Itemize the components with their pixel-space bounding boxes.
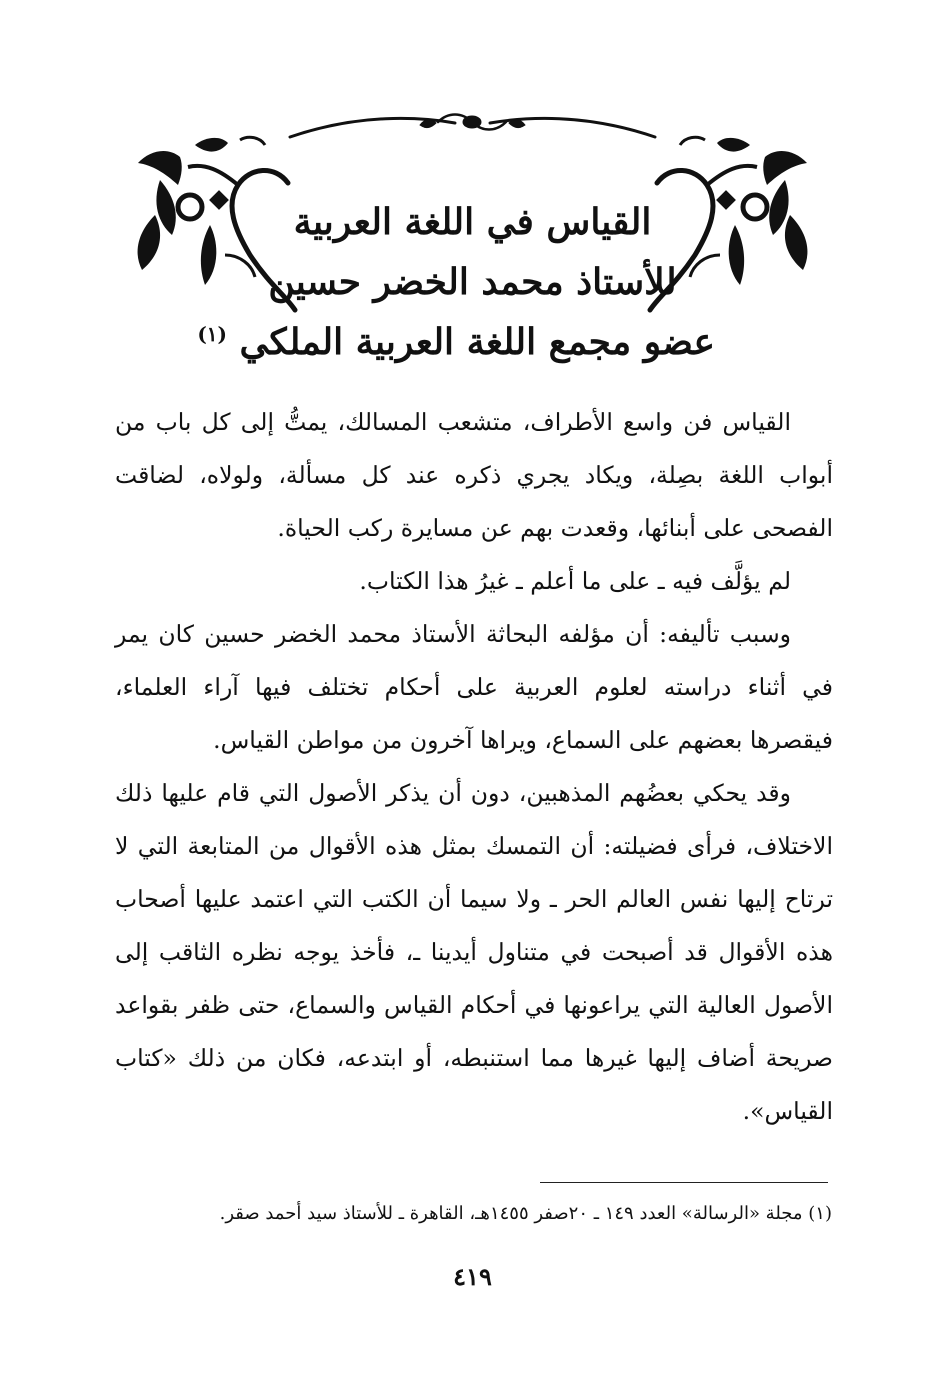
body-paragraph-3: وسبب تأليفه: أن مؤلفه البحاثة الأستاذ محمد الخضر حسين كان يمر في أثناء دراسته لعلوم العربية على أحكام تختلف فيها آراء العلماء، فيقصرها بعضهم على السماع، ويراها آخرون من مواطن القياس. (115, 620, 833, 754)
body-paragraph-1: القياس فن واسع الأطراف، متشعب المسالك، يمتُّ إلى كل باب من أبواب اللغة بصِلة، ويكاد يجري ذكره عند كل مسألة، ولولاه، لضاقت الفصحى على أبنائها، وقعدت بهم عن مسايرة ركب الحياة. (115, 408, 833, 542)
chapter-title (197, 192, 715, 372)
title-line-3-text: عضو مجمع اللغة العربية الملكي (239, 321, 715, 363)
footnote-reference-marker: (١) (197, 322, 227, 346)
page-number: ٤١٩ (453, 1262, 492, 1291)
footnote: (١) مجلة «الرسالة» العدد ١٤٩ ـ ٢٠صفر ١٤٥٥هـ، القاهرة ـ للأستاذ سيد أحمد صقر. (219, 1203, 832, 1224)
top-flourish (290, 115, 655, 138)
title-line-2: للأستاذ محمد الخضر حسين (268, 261, 677, 303)
footnote-separator (540, 1182, 828, 1183)
body-paragraph-4: وقد يحكي بعضُهم المذهبين، دون أن يذكر الأصول التي قام عليها ذلك الاختلاف، فرأى فضيلته: أن التمسك بمثل هذه الأقوال من المتابعة التي لا ترتاح إليها نفس العالم الحر ـ ولا سيما أن الكتب التي اعتمد عليها أصحاب هذه الأقوال قد أصبحت في متناول أيدينا ـ، فأخذ يوجه نظره الثاقب إلى الأصول العالية التي يراعونها في أحكام القياس والسماع، حتى ظفر بقواعد صريحة أضاف إليها غيرها مما استنبطه، أو ابتدعه، فكان من ذلك «كتاب القياس». (115, 779, 833, 1125)
title-line-1: القياس في اللغة العربية (293, 201, 652, 243)
body-paragraph-2: لم يؤلَّف فيه ـ على ما أعلم ـ غيرُ هذا الكتاب. (359, 567, 791, 595)
title-line-3 (197, 312, 715, 372)
body-text (115, 396, 833, 1138)
